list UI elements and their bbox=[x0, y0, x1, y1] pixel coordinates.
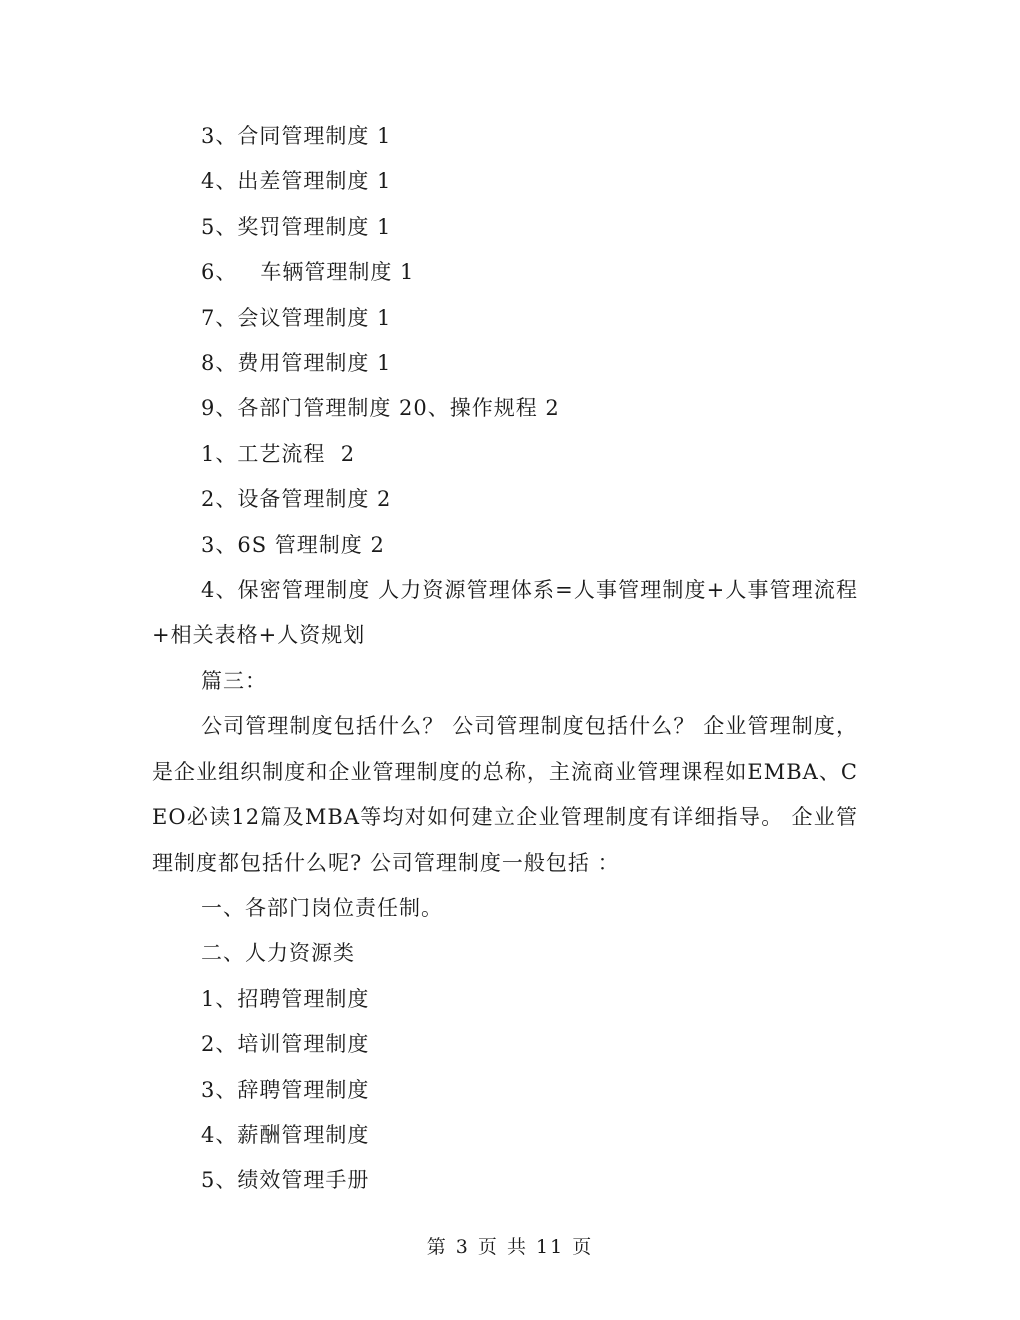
list-item: 5、奖罚管理制度 1 bbox=[201, 214, 392, 239]
list-item: 8、费用管理制度 1 bbox=[201, 351, 392, 376]
list-item: 2、培训管理制度 bbox=[201, 1032, 370, 1057]
intro-paragraph: 公司管理制度包括什么？ 公司管理制度包括什么？ 企业管理制度，是企业组织制度和企业管理制度的总称，主流商业管理课程如EMBA、CEO必读12篇及MBA等均对如何建立企业管理制度有详细指导。 企业管理制度都包括什么呢? 公司管理制度一般包括 ： bbox=[152, 714, 858, 875]
list-item: 3、辞聘管理制度 bbox=[201, 1077, 370, 1102]
list-item: 二、人力资源类 bbox=[201, 941, 355, 966]
list-item: 4、出差管理制度 1 bbox=[201, 169, 392, 194]
list-item: 2、设备管理制度 2 bbox=[201, 487, 392, 512]
list-item: 4、薪酬管理制度 bbox=[201, 1122, 370, 1147]
list-item: 7、会议管理制度 1 bbox=[201, 305, 392, 330]
list-item: 9、各部门管理制度 20、操作规程 2 bbox=[201, 396, 560, 421]
document-body bbox=[152, 114, 858, 1204]
list-item: 3、合同管理制度 1 bbox=[201, 124, 392, 148]
list-item: 1、招聘管理制度 bbox=[201, 986, 370, 1011]
list-item: 6、 车辆管理制度 1 bbox=[201, 260, 415, 285]
hr-system-paragraph: 4、保密管理制度 人力资源管理体系=人事管理制度+人事管理流程+相关表格+人资规划 bbox=[152, 578, 858, 648]
section-title: 篇三： bbox=[201, 668, 267, 693]
list-item: 一、各部门岗位责任制。 bbox=[201, 895, 443, 920]
page-number-footer: 第 3 页 共 11 页 bbox=[426, 1236, 594, 1258]
list-item: 3、6S 管理制度 2 bbox=[201, 532, 385, 557]
list-item: 1、工艺流程 2 bbox=[201, 441, 356, 466]
list-item: 5、绩效管理手册 bbox=[201, 1168, 370, 1193]
